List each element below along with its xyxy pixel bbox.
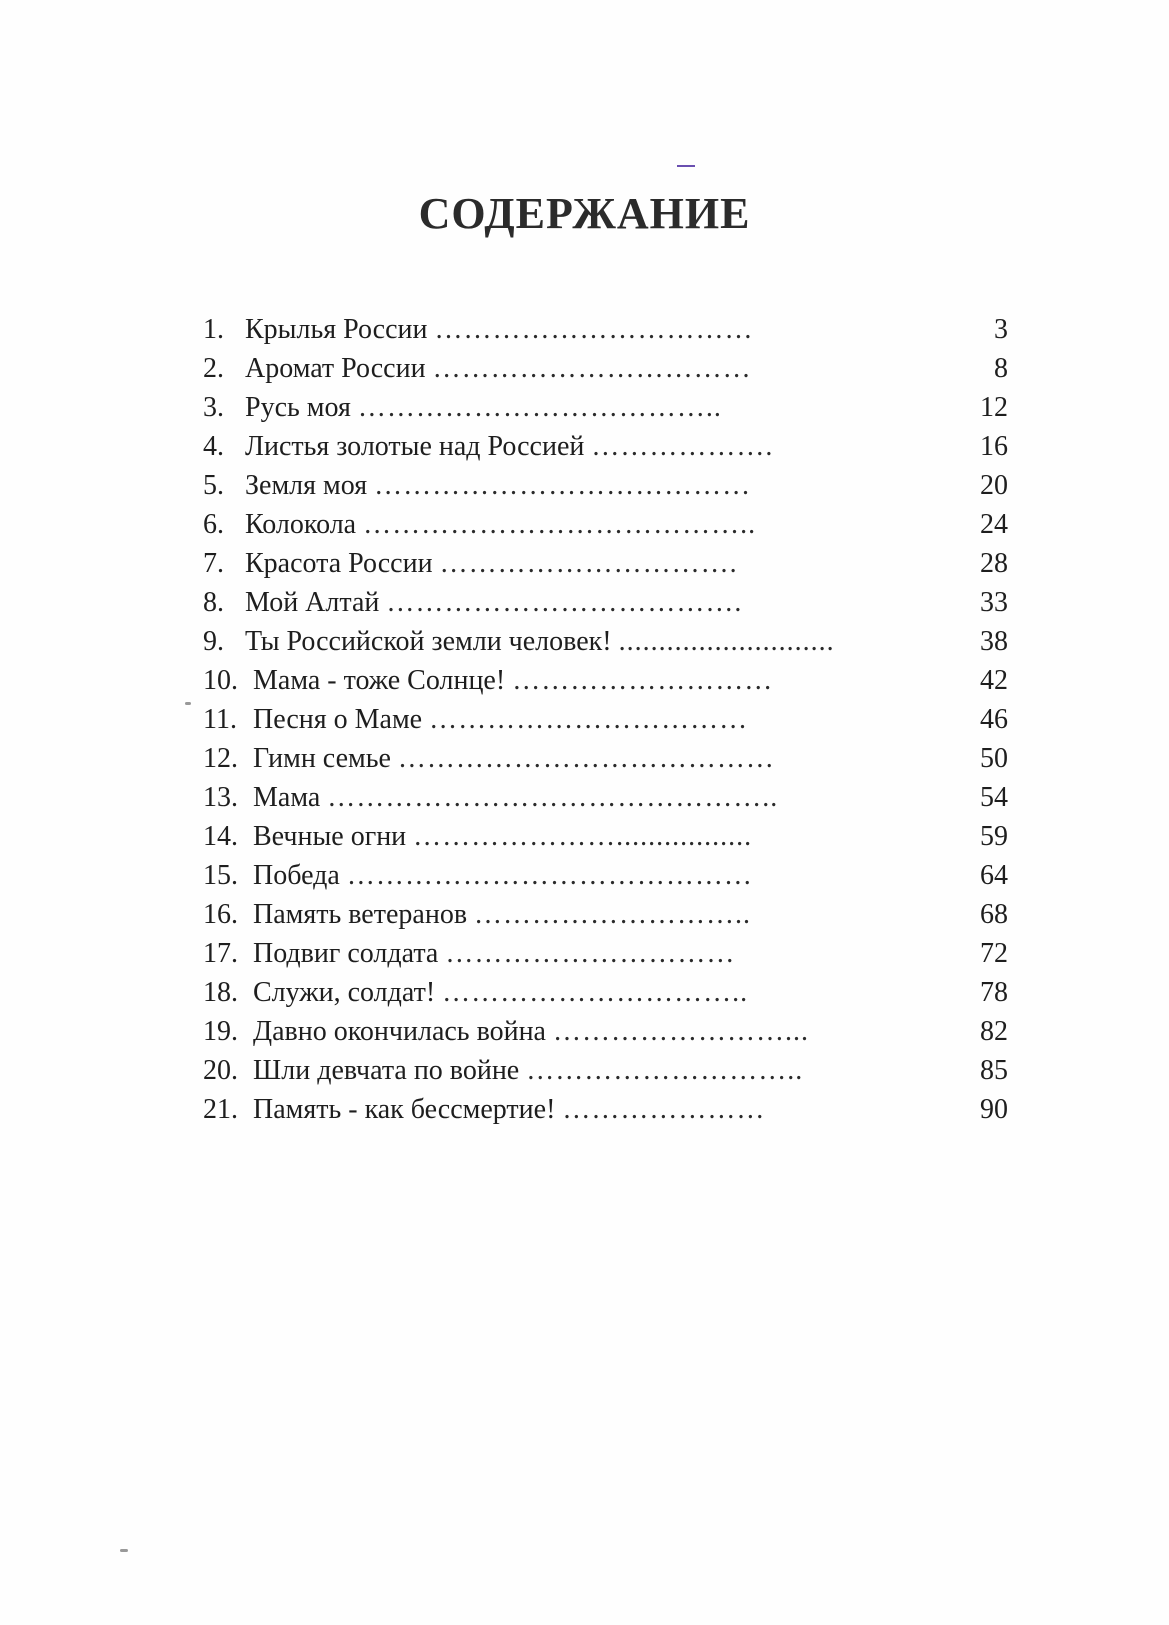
toc-leader-dots: ……………………….. <box>526 1055 804 1086</box>
toc-entry-number: 1. <box>203 314 224 345</box>
toc-entry-title: Шли девчата по войне <box>253 1055 520 1086</box>
toc-entry-text <box>245 427 948 466</box>
toc-entry-title: Подвиг солдата <box>253 938 439 969</box>
toc-entry-title: Красота России <box>245 548 433 579</box>
toc-entry <box>203 778 1008 817</box>
toc-leader-dots: ………………. <box>591 431 774 462</box>
toc-page-number: 50 <box>980 743 1008 774</box>
toc-leader-dots: …………………................. <box>413 821 753 852</box>
toc-page-number: 33 <box>980 587 1008 618</box>
table-of-contents <box>203 310 1008 1129</box>
toc-page-number: 72 <box>980 938 1008 969</box>
toc-page-number: 8 <box>994 353 1008 384</box>
toc-entry-title: Колокола <box>245 509 357 540</box>
toc-entry <box>203 505 1008 544</box>
toc-entry-text <box>253 1090 948 1129</box>
toc-entry-text <box>253 973 948 1012</box>
toc-entry-title: Вечные огни <box>253 821 407 852</box>
toc-entry-number: 10. <box>203 665 238 696</box>
toc-page-number: 12 <box>980 392 1008 423</box>
toc-entry-title: Память ветеранов <box>253 899 468 930</box>
toc-entry <box>203 388 1008 427</box>
toc-entry <box>203 700 1008 739</box>
toc-leader-dots: …………………………… <box>432 353 752 384</box>
toc-leader-dots: …………………………. <box>439 548 738 579</box>
page-title: СОДЕРЖАНИЕ <box>418 189 751 238</box>
toc-entry-number: 9. <box>203 626 224 657</box>
toc-entry-number: 20. <box>203 1055 238 1086</box>
toc-entry-number: 3. <box>203 392 224 423</box>
toc-entry-title: Давно окончилась война <box>253 1016 546 1047</box>
toc-entry-text <box>253 661 948 700</box>
toc-entry-number: 14. <box>203 821 238 852</box>
toc-page-number: 54 <box>980 782 1008 813</box>
scan-speck <box>185 702 191 705</box>
toc-leader-dots: ………………………… <box>445 938 736 969</box>
toc-entry <box>203 934 1008 973</box>
toc-entry-number: 2. <box>203 353 224 384</box>
toc-entry-text <box>245 544 948 583</box>
toc-entry-text <box>245 310 948 349</box>
toc-entry-number: 6. <box>203 509 224 540</box>
toc-page-number: 24 <box>980 509 1008 540</box>
toc-leader-dots: ........................... <box>618 626 835 657</box>
toc-entry-text <box>245 583 948 622</box>
toc-entry <box>203 349 1008 388</box>
toc-page-number: 82 <box>980 1016 1008 1047</box>
toc-entry <box>203 427 1008 466</box>
toc-entry-text <box>253 1051 948 1090</box>
toc-entry <box>203 1051 1008 1090</box>
toc-entry-title: Ты Российской земли человек! <box>245 626 612 657</box>
toc-page-number: 46 <box>980 704 1008 735</box>
toc-entry-title: Победа <box>253 860 340 891</box>
toc-entry-text <box>253 700 948 739</box>
toc-entry <box>203 1090 1008 1129</box>
toc-leader-dots: …………………………… <box>434 314 754 345</box>
toc-leader-dots: ………………………………….. <box>363 509 757 540</box>
toc-page-number: 20 <box>980 470 1008 501</box>
toc-page-number: 16 <box>980 431 1008 462</box>
toc-entry-title: Мама <box>253 782 321 813</box>
toc-leader-dots: ………………………………… <box>397 743 775 774</box>
toc-page-number: 42 <box>980 665 1008 696</box>
toc-page-number: 59 <box>980 821 1008 852</box>
toc-entry <box>203 544 1008 583</box>
toc-entry-number: 15. <box>203 860 238 891</box>
toc-entry-number: 7. <box>203 548 224 579</box>
toc-entry-title: Мой Алтай <box>245 587 380 618</box>
toc-entry-text <box>245 622 948 661</box>
toc-entry-text <box>245 505 948 544</box>
toc-leader-dots: …………………………………… <box>346 860 753 891</box>
toc-entry <box>203 1012 1008 1051</box>
toc-entry-number: 4. <box>203 431 224 462</box>
toc-entry <box>203 661 1008 700</box>
toc-leader-dots: ……………………….. <box>474 899 752 930</box>
toc-entry-text <box>245 349 948 388</box>
toc-entry-title: Листья золотые над Россией <box>245 431 585 462</box>
toc-entry-title: Песня о Маме <box>253 704 423 735</box>
toc-entry-title: Русь моя <box>245 392 351 423</box>
toc-page-number: 38 <box>980 626 1008 657</box>
toc-page-number: 78 <box>980 977 1008 1008</box>
toc-entry <box>203 310 1008 349</box>
toc-leader-dots: ……………………... <box>553 1016 809 1047</box>
toc-entry-number: 17. <box>203 938 238 969</box>
toc-entry-number: 5. <box>203 470 224 501</box>
toc-entry-text <box>253 895 948 934</box>
toc-leader-dots: ……………………………….. <box>357 392 722 423</box>
toc-page-number: 68 <box>980 899 1008 930</box>
toc-entry-title: Аромат России <box>245 353 426 384</box>
toc-entry-title: Крылья России <box>245 314 428 345</box>
toc-leader-dots: ………………… <box>562 1094 766 1125</box>
toc-leader-dots: …………………………… <box>429 704 749 735</box>
toc-entry-number: 21. <box>203 1094 238 1125</box>
toc-page-number: 90 <box>980 1094 1008 1125</box>
toc-leader-dots: ……………………… <box>512 665 774 696</box>
toc-entry-number: 16. <box>203 899 238 930</box>
toc-entry-title: Гимн семье <box>253 743 391 774</box>
toc-entry-text <box>253 778 948 817</box>
toc-leader-dots: ………………………….. <box>442 977 749 1008</box>
toc-entry-title: Мама - тоже Солнце! <box>253 665 506 696</box>
toc-entry-number: 13. <box>203 782 238 813</box>
toc-leader-dots: ……………………………………….. <box>327 782 779 813</box>
toc-entry-text <box>245 466 948 505</box>
toc-entry-text <box>253 817 948 856</box>
scan-speck <box>120 1549 128 1552</box>
toc-entry-text <box>253 856 948 895</box>
toc-entry-text <box>253 934 948 973</box>
toc-leader-dots: ………………………………… <box>374 470 752 501</box>
toc-entry-number: 11. <box>203 704 237 735</box>
toc-entry-text <box>253 739 948 778</box>
toc-entry-number: 8. <box>203 587 224 618</box>
toc-entry-title: Память - как бессмертие! <box>253 1094 556 1125</box>
toc-entry <box>203 622 1008 661</box>
toc-entry-number: 18. <box>203 977 238 1008</box>
toc-page-number: 3 <box>994 314 1008 345</box>
toc-entry-number: 19. <box>203 1016 238 1047</box>
ink-mark <box>677 165 695 167</box>
toc-entry <box>203 583 1008 622</box>
toc-entry-text <box>245 388 948 427</box>
toc-entry-number: 12. <box>203 743 238 774</box>
toc-entry <box>203 466 1008 505</box>
toc-page-number: 85 <box>980 1055 1008 1086</box>
toc-entry <box>203 817 1008 856</box>
toc-entry-title: Земля моя <box>245 470 368 501</box>
toc-entry <box>203 856 1008 895</box>
toc-leader-dots: ………………………………. <box>386 587 743 618</box>
toc-page-number: 64 <box>980 860 1008 891</box>
toc-page-number: 28 <box>980 548 1008 579</box>
toc-entry <box>203 973 1008 1012</box>
toc-entry <box>203 739 1008 778</box>
toc-entry <box>203 895 1008 934</box>
toc-entry-title: Служи, солдат! <box>253 977 436 1008</box>
toc-entry-text <box>253 1012 948 1051</box>
